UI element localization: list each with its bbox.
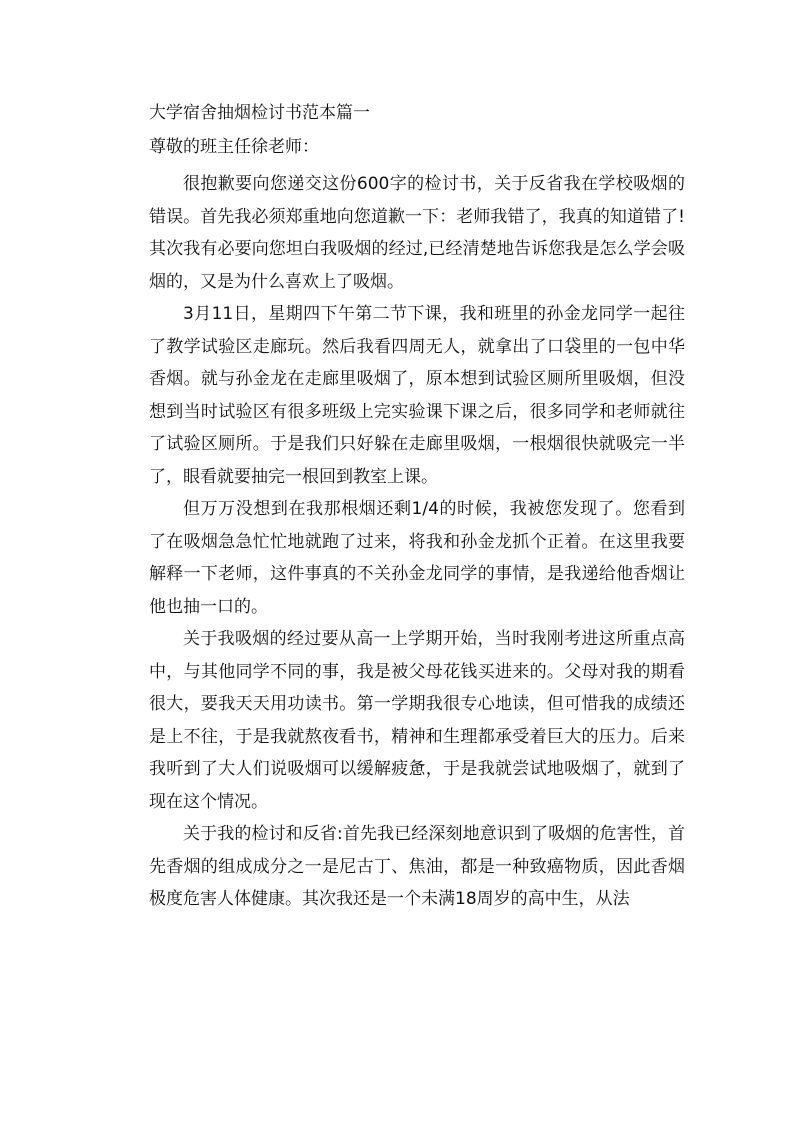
document-title: 大学宿舍抽烟检讨书范本篇一 (149, 103, 370, 123)
paragraph-apology: 很抱歉要向您递交这份600字的检讨书，关于反省我在学校吸烟的错误。首先我必须郑重地向您道歉一下：老师我错了，我真的知道错了!其次我有必要向您坦白我吸烟的经过,已经清楚地告诉您我是怎么学会吸烟的，又是为什么喜欢上了吸烟。 (149, 174, 685, 292)
paragraph-reflection: 关于我的检讨和反省:首先我已经深刻地意识到了吸烟的危害性，首先香烟的组成成分之一是尼古丁、焦油，都是一种致癌物质，因此香烟极度危害人体健康。其次我还是一个未满18周岁的高中生，从法 (149, 824, 685, 909)
paragraph-incident: 3月11日，星期四下午第二节下课，我和班里的孙金龙同学一起往了教学试验区走廊玩。然后我看四周无人，就拿出了口袋里的一包中华香烟。就与孙金龙在走廊里吸烟了，原本想到试验区厕所里吸烟，但没想到当时试验区有很多班级上完实验课下课之后，很多同学和老师就往了试验区厕所。于是我们只好躲在走廊里吸烟，一根烟很快就吸完一半了，眼看就要抽完一根回到教室上课。 (149, 304, 685, 487)
salutation: 尊敬的班主任徐老师： (149, 137, 319, 157)
document-body (149, 96, 685, 916)
paragraph-discovery: 但万万没想到在我那根烟还剩1/4的时候，我被您发现了。您看到了在吸烟急急忙忙地就跑了过来，将我和孙金龙抓个正着。在这里我要解释一下老师，这件事真的不关孙金龙同学的事情，是我递给他香烟让他也抽一口的。 (149, 499, 685, 617)
paragraph-background: 关于我吸烟的经过要从高一上学期开始，当时我刚考进这所重点高中，与其他同学不同的事，我是被父母花钱买进来的。父母对我的期看很大，要我天天用功读书。第一学期我很专心地读，但可惜我的成绩还是上不往，于是我就熬夜看书，精神和生理都承受着巨大的压力。后来我听到了大人们说吸烟可以缓解疲惫，于是我就尝试地吸烟了，就到了现在这个情况。 (149, 629, 685, 812)
